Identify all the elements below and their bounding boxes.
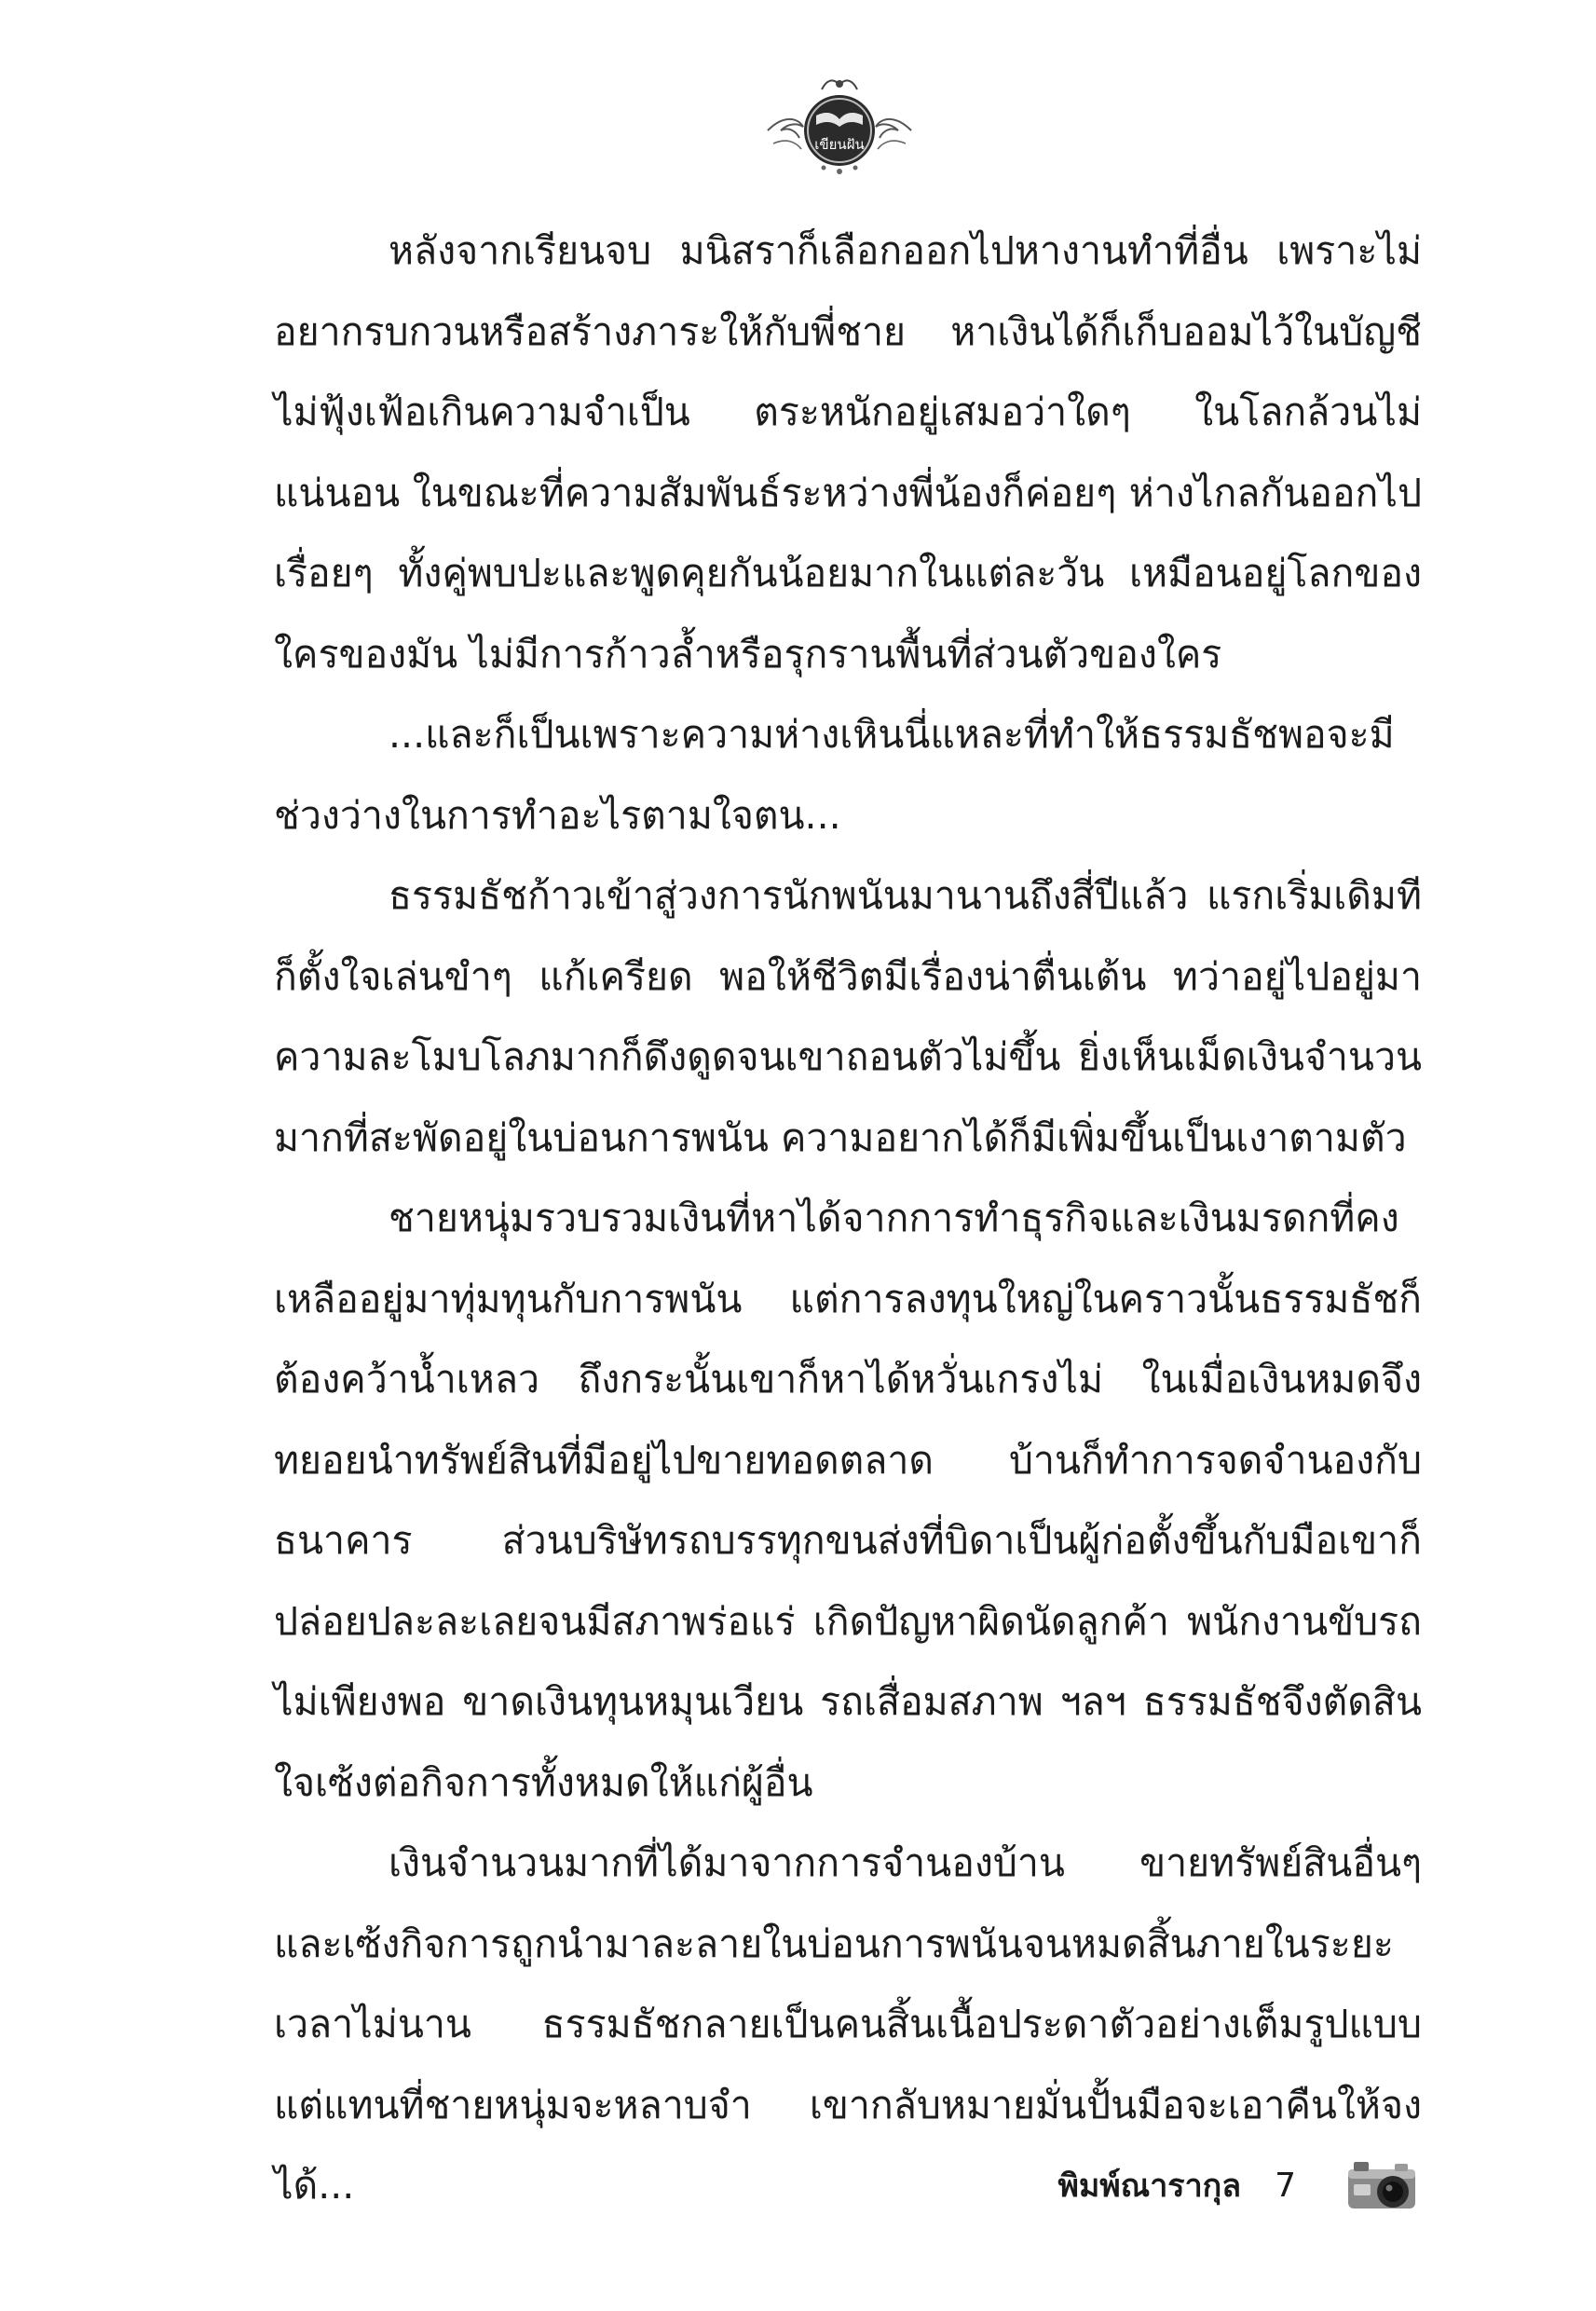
paragraph-5: เงินจำนวนมากที่ได้มาจากการจำนองบ้าน ขายทรัพย์สินอื่นๆ และเซ้งกิจการถูกนำมาละลายในบ่อนการพนันจนหมดสิ้นภายในระยะเวลาไม่นาน ธรรมธัชกลายเป็นคนสิ้นเนื้อประดาตัวอย่างเต็มรูปแบบ แต่แทนที่ชายหนุ่มจะหลาบจำ เขากลับหมายมั่นปั้นมือจะเอาคืนให้จงได้... (274, 1840, 1422, 2208)
body-text (274, 211, 1422, 2226)
camera-icon (1344, 2156, 1419, 2214)
paragraph-2: ...และก็เป็นเพราะความห่างเหินนี่แหละที่ทำให้ธรรมธัชพอจะมีช่วงว่างในการทำอะไรตามใจตน... (274, 712, 1395, 838)
paragraph-3: ธรรมธัชก้าวเข้าสู่วงการนักพนันมานานถึงสี่ปีแล้ว แรกเริ่มเดิมทีก็ตั้งใจเล่นขำๆ แก้เครียด พอให้ชีวิตมีเรื่องน่าตื่นเต้น ทว่าอยู่ไปอยู่มาความละโมบโลภมากก็ดึงดูดจนเขาถอนตัวไม่ขึ้น ยิ่งเห็นเม็ดเงินจำนวนมากที่สะพัดอยู่ในบ่อนการพนัน ความอยากได้ก็มีเพิ่มขึ้นเป็นเงาตามตัว (274, 873, 1422, 1160)
logo-text: เขียนฝัน (814, 136, 865, 153)
ornamental-seal-logo-icon (760, 73, 919, 175)
paragraph-1: หลังจากเรียนจบ มนิสราก็เลือกออกไปหางานทำที่อื่น เพราะไม่อยากรบกวนหรือสร้างภาระให้กับพี่ชาย หาเงินได้ก็เก็บออมไว้ในบัญชี ไม่ฟุ้งเฟ้อเกินความจำเป็น ตระหนักอยู่เสมอว่าใดๆ ในโลกล้วนไม่แน่นอน ในขณะที่ความสัมพันธ์ระหว่างพี่น้องก็ค่อยๆ ห่างไกลกันออกไปเรื่อยๆ ทั้งคู่พบปะและพูดคุยกันน้อยมากในแต่ละวัน เหมือนอยู่โลกของใครของมัน ไม่มีการก้าวล้ำหรือรุกรานพื้นที่ส่วนตัวของใคร (274, 228, 1422, 677)
header-ornament (760, 73, 919, 175)
paragraph-4: ชายหนุ่มรวบรวมเงินที่หาได้จากการทำธุรกิจและเงินมรดกที่คงเหลืออยู่มาทุ่มทุนกับการพนัน แต่การลงทุนใหญ่ในคราวนั้นธรรมธัชก็ต้องคว้าน้ำเหลว ถึงกระนั้นเขาก็หาได้หวั่นเกรงไม่ ในเมื่อเงินหมดจึงทยอยนำทรัพย์สินที่มีอยู่ไปขายทอดตลาด บ้านก็ทำการจดจำนองกับธนาคาร ส่วนบริษัทรถบรรทุกขนส่งที่บิดาเป็นผู้ก่อตั้งขึ้นกับมือเขาก็ปล่อยปละละเลยจนมีสภาพร่อแร่ เกิดปัญหาผิดนัดลูกค้า พนักงานขับรถไม่เพียงพอ ขาดเงินทุนหมุนเวียน รถเสื่อมสภาพ ฯลฯ ธรรมธัชจึงตัดสินใจเซ้งต่อกิจการทั้งหมดให้แก่ผู้อื่น (274, 1196, 1422, 1805)
page-footer (1057, 2143, 1419, 2227)
page-number: 7 (1275, 2166, 1296, 2205)
author-name: พิมพ์ณารากุล (1057, 2167, 1242, 2205)
